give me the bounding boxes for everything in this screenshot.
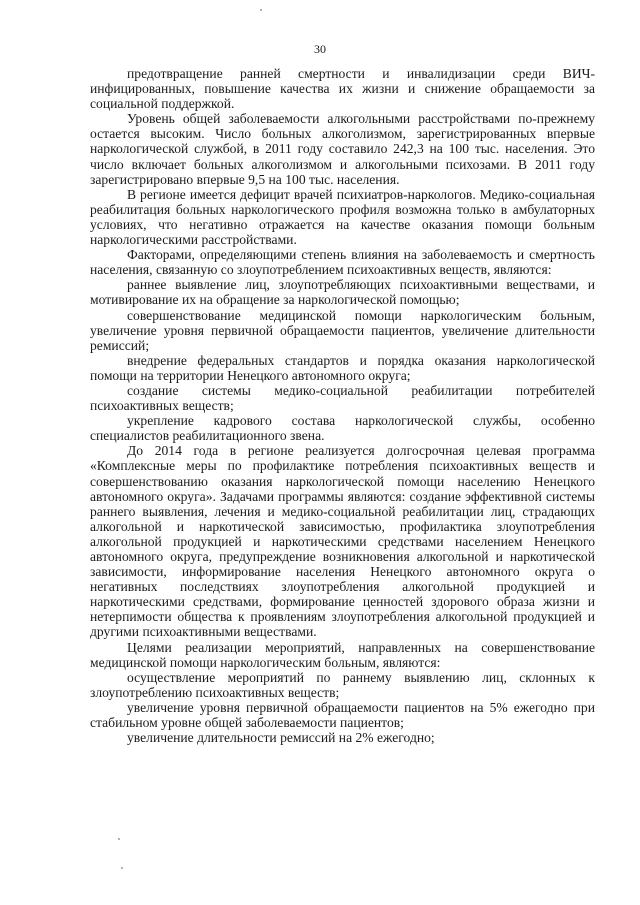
list-item-staffing: укрепление кадрового состава наркологической службы, особенно специалистов реабилитационного звена.	[90, 413, 595, 444]
list-item-goal-remission: увеличение длительности ремиссий на 2% ежегодно;	[127, 730, 435, 746]
paragraph-goals-intro: Целями реализации мероприятий, направленных на совершенствование медицинской помощи наркологическим больным, являются:	[90, 639, 595, 670]
list-item-goal-detection: осуществление мероприятий по раннему выявлению лиц, склонных к злоупотреблению психоактивных веществ;	[90, 669, 595, 700]
list-item-early-detection: раннее выявление лиц, злоупотребляющих психоактивными веществами, и мотивирование их на обращение за наркологической помощью;	[90, 277, 595, 308]
paragraph-narcologist-deficit: В регионе имеется дефицит врачей психиатров-наркологов. Медико-социальная реабилитация больных наркологического профиля возможна только в амбулаторных условиях, что негативно отражается на качестве оказания помощи больным наркологическими расстройствами.	[90, 186, 595, 248]
body-text	[90, 66, 595, 745]
page-number: 30	[314, 42, 326, 56]
paragraph-factors-intro: Факторами, определяющими степень влияния на заболеваемость и смертность населения, связанную со злоупотреблением психоактивных веществ, являются:	[90, 247, 595, 278]
scan-speck	[118, 838, 120, 840]
scan-speck	[260, 9, 262, 11]
scan-speck	[121, 867, 123, 869]
paragraph-target-program: До 2014 года в регионе реализуется долгосрочная целевая программа «Комплексные меры по профилактике потребления психоактивных веществ и совершенствованию оказания наркологической помощи населению Ненецкого автономного округа». Задачами программы являются: создание эффективной системы раннего выявления, лечения и медико-социальной реабилитации лиц, страдающих алкогольной и наркотической зависимостью, профилактика злоупотребления алкогольной продукцией и наркотическими средствами населением Ненецкого автономного округа, предупреждение возникновения алкогольной и наркотической зависимости, информирование населения Ненецкого автономного округа о негативных последствиях злоупотребления алкогольной продукцией и наркотическими средствами, формирование ценностей здорового образа жизни и нетерпимости общества к проявлениям злоупотребления алкогольной продукцией и другими психоактивными веществами.	[90, 443, 595, 640]
paragraph-continuation: предотвращение ранней смертности и инвалидизации среди ВИЧ-инфицированных, повышение качества их жизни и снижение обращаемости за социальной поддержкой.	[90, 66, 595, 112]
list-item-care-improvement: совершенствование медицинской помощи наркологическим больным, увеличение уровня первичной обращаемости пациентов, увеличение длительности ремиссий;	[90, 307, 595, 353]
paragraph-alcohol-morbidity: Уровень общей заболеваемости алкогольными расстройствами по-прежнему остается высоким. Число больных алкоголизмом, зарегистрированных впервые наркологической службой, в 2011 году составило 242,3 на 100 тыс. населения. Это число включает больных алкоголизмом и алкогольными психозами. В 2011 году зарегистрировано впервые 9,5 на 100 тыс. населения.	[90, 111, 595, 187]
list-item-goal-appeal-rate: увеличение уровня первичной обращаемости пациентов на 5% ежегодно при стабильном уровне общей заболеваемости пациентов;	[90, 699, 595, 731]
list-item-rehabilitation-system: создание системы медико-социальной реабилитации потребителей психоактивных веществ;	[90, 382, 595, 414]
list-item-federal-standards: внедрение федеральных стандартов и порядка оказания наркологической помощи на территории Ненецкого автономного округа;	[90, 352, 595, 383]
